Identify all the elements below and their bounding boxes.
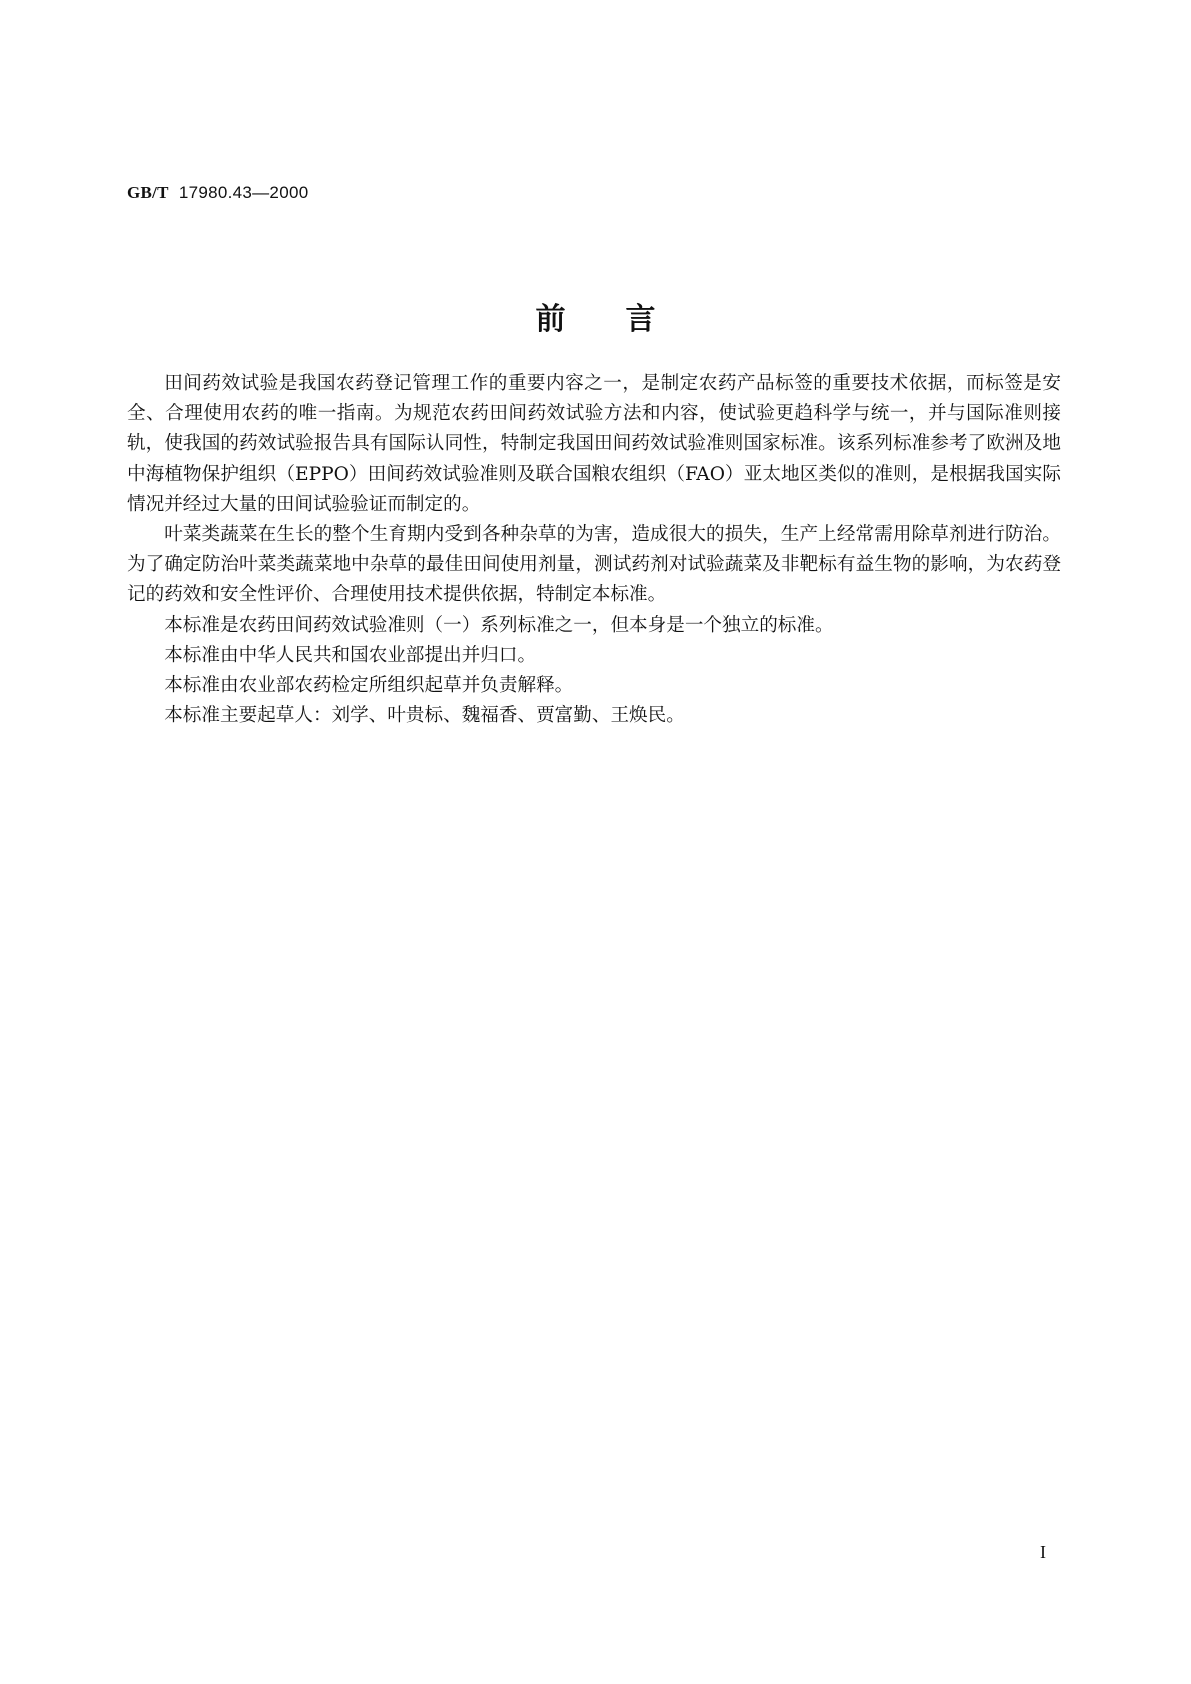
standard-number: 17980.43—2000 xyxy=(178,183,309,202)
page-number: I xyxy=(1040,1542,1046,1562)
paragraph-background: 叶菜类蔬菜在生长的整个生育期内受到各种杂草的为害，造成很大的损失，生产上经常需用除草剂进行防治。为了确定防治叶菜类蔬菜地中杂草的最佳田间使用剂量，测试药剂对试验蔬菜及非靶标有益生物的影响，为农药登记的药效和安全性评价、合理使用技术提供依据，特制定本标准。 xyxy=(127,524,1061,606)
standard-code xyxy=(127,183,308,203)
standard-prefix: GB/T xyxy=(127,183,169,202)
paragraph-drafters: 本标准主要起草人：刘学、叶贵标、魏福香、贾富勤、王焕民。 xyxy=(164,705,685,727)
paragraph-drafting-org: 本标准由农业部农药检定所组织起草并负责解释。 xyxy=(164,675,574,697)
paragraph-purpose: 田间药效试验是我国农药登记管理工作的重要内容之一，是制定农药产品标签的重要技术依据，而标签是安全、合理使用农药的唯一指南。为规范农药田间药效试验方法和内容，使试验更趋科学与统一，并与国际准则接轨，使我国的药效试验报告具有国际认同性，特制定我国田间药效试验准则国家标准。该系列标准参考了欧洲及地中海植物保护组织（EPPO）田间药效试验准则及联合国粮农组织（FAO）亚太地区类似的准则，是根据我国实际情况并经过大量的田间试验验证而制定的。 xyxy=(127,373,1061,515)
page-title: 前言 xyxy=(535,302,716,337)
paragraph-proposer: 本标准由中华人民共和国农业部提出并归口。 xyxy=(164,644,537,666)
paragraph-series: 本标准是农药田间药效试验准则（一）系列标准之一，但本身是一个独立的标准。 xyxy=(164,614,834,636)
foreword-body xyxy=(127,369,1061,731)
